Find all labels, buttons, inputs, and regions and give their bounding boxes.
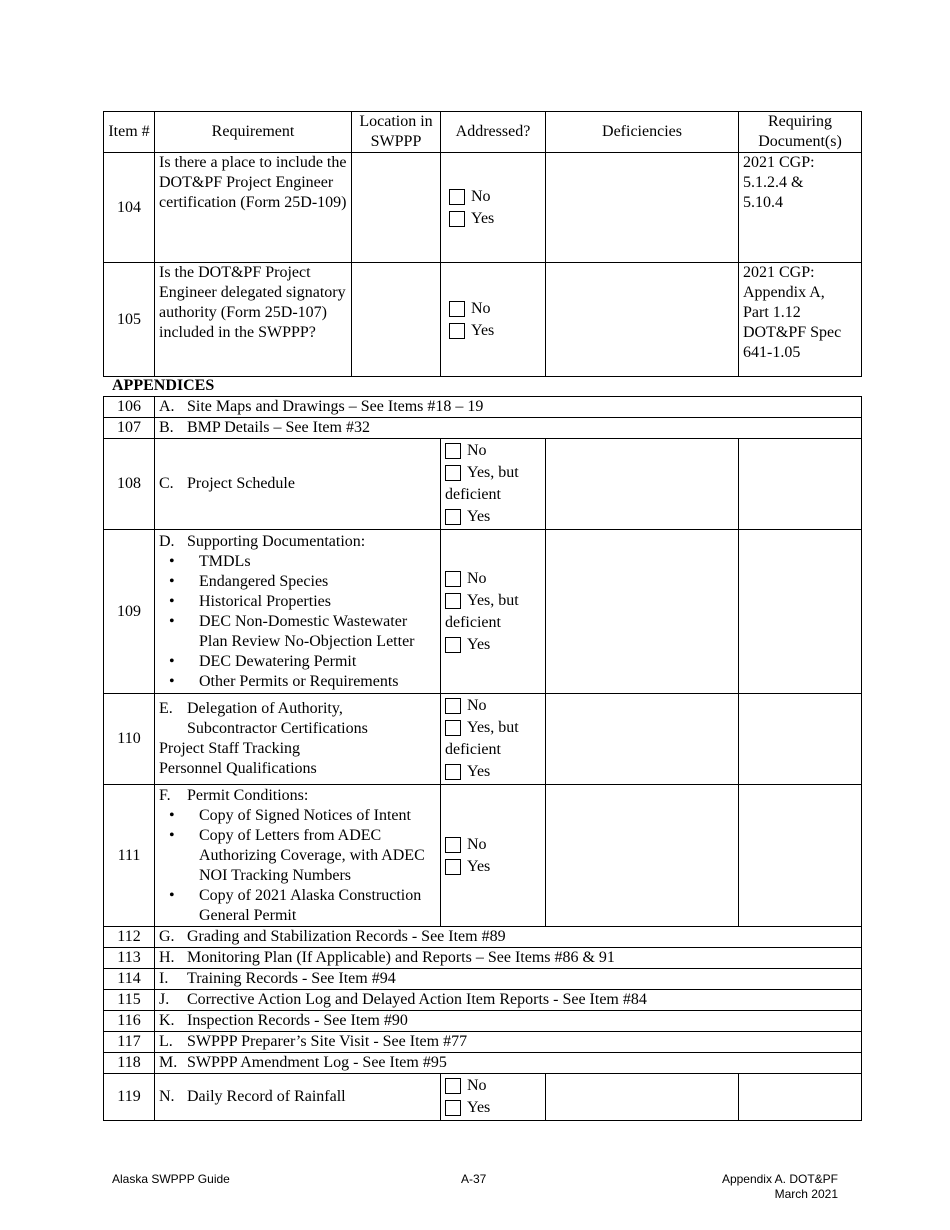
deficiencies-cell[interactable] — [546, 153, 739, 263]
appendices-heading: APPENDICES — [112, 377, 215, 394]
list-item: • Endangered Species — [159, 572, 436, 592]
footer-page-number: A-37 — [461, 1172, 487, 1186]
item-number: 105 — [104, 263, 155, 377]
bullet-list — [159, 806, 436, 926]
table-row — [104, 948, 862, 969]
list-letter: A. — [159, 398, 175, 415]
requirement-text — [155, 530, 441, 694]
list-item: • DEC Dewatering Permit — [159, 652, 436, 672]
deficiencies-cell[interactable] — [546, 439, 739, 530]
list-text: Delegation of Authority, — [187, 700, 343, 717]
table-header-row — [104, 112, 862, 153]
checkbox-yes[interactable] — [445, 859, 461, 875]
requirement-text — [155, 439, 441, 530]
list-text: SWPPP Preparer’s Site Visit - See Item #77 — [187, 1033, 468, 1050]
item-number: 115 — [104, 990, 155, 1011]
checkbox-label: Yes — [467, 857, 491, 875]
list-letter: M. — [159, 1054, 178, 1071]
bullet-list — [159, 552, 436, 692]
list-text: Personnel Qualifications — [159, 760, 317, 777]
item-number: 110 — [104, 694, 155, 785]
item-number: 116 — [104, 1011, 155, 1032]
table-row — [104, 263, 862, 377]
table-row — [104, 927, 862, 948]
checkbox-yes[interactable] — [445, 637, 461, 653]
header-location: Location in SWPPP — [352, 112, 441, 153]
requiring-line: 2021 CGP: — [743, 154, 815, 171]
deficiencies-cell[interactable] — [546, 1074, 739, 1121]
checkbox-no[interactable] — [445, 837, 461, 853]
item-number: 114 — [104, 969, 155, 990]
header-deficiencies: Deficiencies — [546, 112, 739, 153]
checkbox-label: Yes, but — [467, 591, 519, 609]
checkbox-label: No — [471, 187, 491, 205]
list-text: Corrective Action Log and Delayed Action Item Reports - See Item #84 — [187, 991, 647, 1008]
item-number: 113 — [104, 948, 155, 969]
item-number: 106 — [104, 397, 155, 418]
header-requiring: Requiring Document(s) — [739, 112, 862, 153]
checkbox-label: No — [467, 697, 487, 714]
footer-appendix-title: Appendix A. DOT&PF — [721, 1172, 838, 1186]
checkbox-no[interactable] — [445, 443, 461, 459]
requirement-text — [155, 785, 441, 927]
location-cell[interactable] — [352, 263, 441, 377]
header-item: Item # — [104, 112, 155, 153]
requiring-doc-cell — [739, 1074, 862, 1121]
checkbox-yes[interactable] — [445, 1100, 461, 1116]
checkbox-yes-but-deficient[interactable] — [445, 465, 461, 481]
checkbox-no[interactable] — [445, 1078, 461, 1094]
requirement-text — [155, 1053, 862, 1074]
requiring-doc-cell — [739, 694, 862, 785]
list-letter: N. — [159, 1088, 175, 1105]
checkbox-label: Yes — [471, 209, 495, 227]
addressed-cell — [441, 153, 546, 263]
list-text: Project Schedule — [187, 475, 295, 492]
list-letter: B. — [159, 419, 174, 436]
list-letter: G. — [159, 928, 175, 945]
requirement-text: Is the DOT&PF Project Engineer delegated signatory authority (Form 25D-107) included in the SWPPP? — [155, 263, 352, 377]
requiring-line: 641-1.05 — [743, 344, 801, 361]
list-item: • Historical Properties — [159, 592, 436, 612]
table-row — [104, 397, 862, 418]
footer-date: March 2021 — [774, 1187, 838, 1201]
list-letter: L. — [159, 1033, 173, 1050]
item-number: 107 — [104, 418, 155, 439]
item-number: 117 — [104, 1032, 155, 1053]
list-text: Permit Conditions: — [187, 786, 309, 804]
checkbox-label: Yes — [467, 635, 491, 653]
requiring-line: 2021 CGP: — [743, 264, 815, 281]
list-text: Grading and Stabilization Records - See Item #89 — [187, 928, 506, 945]
checkbox-label: Yes — [471, 321, 495, 339]
requiring-doc-cell — [739, 153, 862, 263]
item-number: 109 — [104, 530, 155, 694]
item-number: 112 — [104, 927, 155, 948]
requiring-doc-cell — [739, 263, 862, 377]
list-text: Monitoring Plan (If Applicable) and Reports – See Items #86 & 91 — [187, 949, 615, 966]
checkbox-yes[interactable] — [445, 764, 461, 780]
addressed-cell — [441, 694, 546, 785]
list-letter: J. — [159, 991, 170, 1008]
table-row — [104, 1032, 862, 1053]
list-letter: E. — [159, 700, 173, 717]
checkbox-no[interactable] — [445, 698, 461, 714]
addressed-cell — [441, 1074, 546, 1121]
checkbox-label: Yes, but — [467, 464, 519, 481]
checkbox-label-cont: deficient — [445, 613, 501, 631]
addressed-cell — [441, 439, 546, 530]
checkbox-label: No — [467, 569, 487, 587]
requirement-text — [155, 927, 862, 948]
deficiencies-cell[interactable] — [546, 694, 739, 785]
checkbox-label-cont: deficient — [445, 486, 501, 503]
requirement-text — [155, 1032, 862, 1053]
table-row — [104, 969, 862, 990]
requiring-line: Appendix A, — [743, 284, 825, 301]
list-letter: C. — [159, 475, 174, 492]
list-text: Site Maps and Drawings – See Items #18 – 19 — [187, 398, 484, 415]
requiring-doc-cell — [739, 439, 862, 530]
table-row — [104, 153, 862, 263]
table-row — [104, 785, 862, 927]
requirement-text: Is there a place to include the DOT&PF Project Engineer certification (Form 25D-109) — [155, 153, 352, 263]
checkbox-label-cont: deficient — [445, 741, 501, 758]
checkbox-label: No — [471, 299, 491, 317]
checkbox-yes-but-deficient[interactable] — [445, 720, 461, 736]
list-item: • Other Permits or Requirements — [159, 672, 436, 692]
item-number: 108 — [104, 439, 155, 530]
table-row — [104, 694, 862, 785]
list-letter: D. — [159, 532, 175, 550]
list-text: SWPPP Amendment Log - See Item #95 — [187, 1054, 447, 1071]
requiring-doc-cell — [739, 785, 862, 927]
item-number: 111 — [104, 785, 155, 927]
item-number: 119 — [104, 1074, 155, 1121]
list-letter: F. — [159, 786, 171, 804]
requirement-text — [155, 1011, 862, 1032]
table-row — [104, 1053, 862, 1074]
list-letter: K. — [159, 1012, 175, 1029]
requiring-line: 5.10.4 — [743, 194, 783, 211]
item-number: 104 — [104, 153, 155, 263]
table-row — [104, 530, 862, 694]
list-item: • Copy of Signed Notices of Intent — [159, 806, 436, 826]
location-cell[interactable] — [352, 153, 441, 263]
requiring-line: 5.1.2.4 & — [743, 174, 804, 191]
requirement-text — [155, 990, 862, 1011]
list-text: Training Records - See Item #94 — [187, 970, 396, 987]
table-row — [104, 439, 862, 530]
table-row — [104, 1074, 862, 1121]
checkbox-label: Yes, but — [467, 719, 519, 736]
addressed-cell — [441, 785, 546, 927]
checkbox-label: Yes — [467, 763, 491, 780]
checkbox-no[interactable] — [449, 189, 465, 205]
deficiencies-cell[interactable] — [546, 263, 739, 377]
list-text: Supporting Documentation: — [187, 532, 366, 550]
checkbox-no[interactable] — [445, 571, 461, 587]
checkbox-label: No — [467, 442, 487, 459]
deficiencies-cell[interactable] — [546, 785, 739, 927]
requiring-line: Part 1.12 — [743, 304, 801, 321]
requirements-table-top — [103, 111, 862, 377]
checkbox-label: No — [467, 1077, 487, 1094]
checkbox-yes[interactable] — [449, 211, 465, 227]
list-letter: I. — [159, 970, 169, 987]
list-item: • Copy of Letters from ADEC Authorizing Coverage, with ADEC NOI Tracking Numbers — [159, 826, 436, 886]
list-item: • Copy of 2021 Alaska Construction General Permit — [159, 886, 436, 926]
list-item: • TMDLs — [159, 552, 436, 572]
item-number: 118 — [104, 1053, 155, 1074]
appendices-table — [103, 396, 862, 1121]
addressed-cell — [441, 263, 546, 377]
requirement-text — [155, 969, 862, 990]
table-row — [104, 1011, 862, 1032]
deficiencies-cell[interactable] — [546, 530, 739, 694]
checkbox-yes[interactable] — [449, 323, 465, 339]
list-text: Subcontractor Certifications — [187, 720, 368, 737]
list-item: • DEC Non-Domestic Wastewater Plan Review No-Objection Letter — [159, 612, 436, 652]
checkbox-yes-but-deficient[interactable] — [445, 593, 461, 609]
table-row — [104, 990, 862, 1011]
requirement-text — [155, 1074, 441, 1121]
requiring-doc-cell — [739, 530, 862, 694]
checkbox-label: Yes — [467, 508, 491, 525]
addressed-cell — [441, 530, 546, 694]
header-addressed: Addressed? — [441, 112, 546, 153]
list-text: Project Staff Tracking — [159, 740, 301, 757]
requiring-line: DOT&PF Spec — [743, 324, 842, 341]
checkbox-label: Yes — [467, 1099, 491, 1116]
footer-appendix — [722, 1172, 838, 1202]
list-text: Inspection Records - See Item #90 — [187, 1012, 408, 1029]
list-letter: H. — [159, 949, 175, 966]
table-row — [104, 418, 862, 439]
requirement-text — [155, 418, 862, 439]
footer-guide-title: Alaska SWPPP Guide — [112, 1172, 230, 1186]
checkbox-yes[interactable] — [445, 509, 461, 525]
requirement-text — [155, 948, 862, 969]
checkbox-no[interactable] — [449, 301, 465, 317]
header-requirement: Requirement — [155, 112, 352, 153]
list-text: BMP Details – See Item #32 — [187, 419, 370, 436]
list-text: Daily Record of Rainfall — [187, 1088, 346, 1105]
requirement-text — [155, 397, 862, 418]
checkbox-label: No — [467, 835, 487, 853]
requirement-text — [155, 694, 441, 785]
